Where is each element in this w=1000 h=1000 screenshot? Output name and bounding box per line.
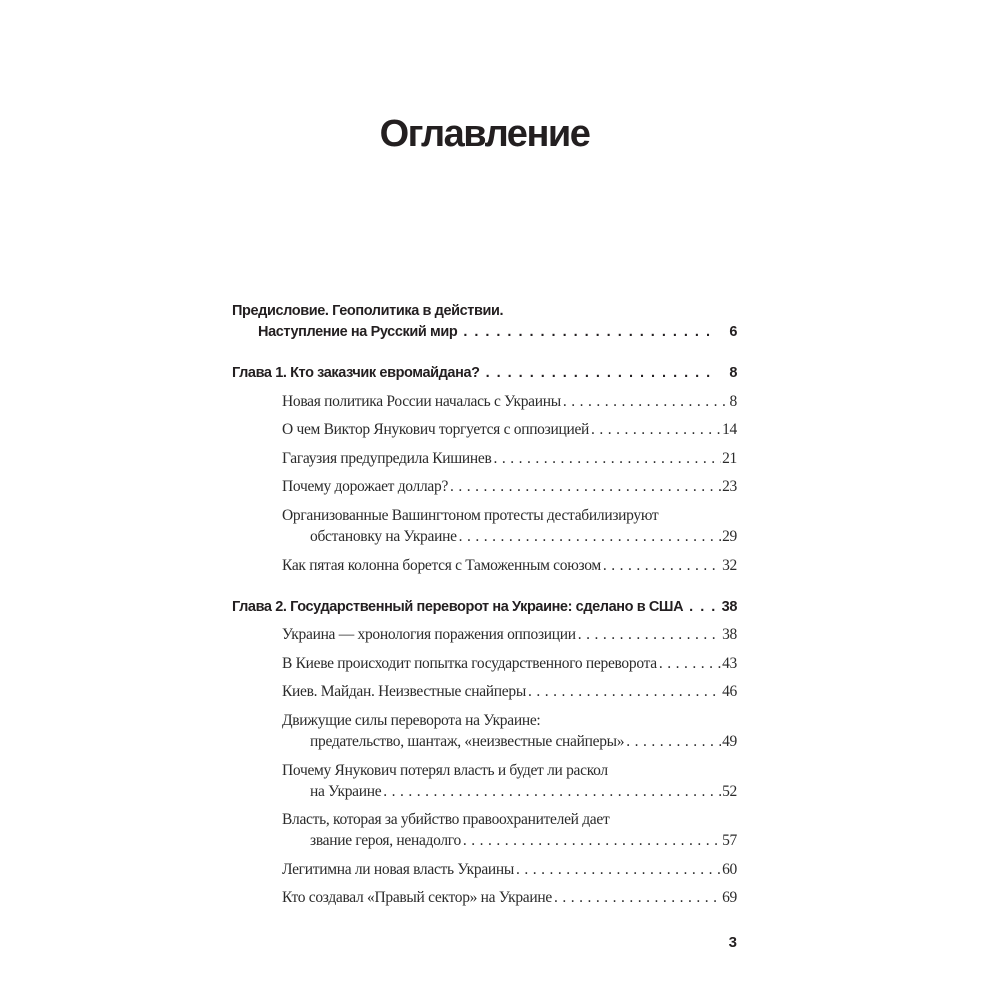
toc-entry-page-number: 43: [722, 654, 737, 672]
toc-leader-dots: [486, 362, 716, 384]
toc-entry-label: Глава 1. Кто заказчик евромайдана?: [232, 365, 480, 381]
toc-entry-page-number: 32: [722, 556, 737, 574]
toc-leader-dots: [516, 859, 721, 881]
toc-leader-dots: [463, 321, 716, 343]
toc-entry-page-number: 38: [721, 598, 737, 615]
toc-row: [232, 710, 737, 732]
toc-entry-page-number: 23: [722, 478, 737, 496]
toc-row: [232, 391, 737, 413]
table-of-contents: [232, 300, 737, 909]
toc-leader-dots: [450, 476, 721, 498]
toc-row: [232, 448, 737, 470]
toc-entry-label: Глава 2. Государственный переворот на Украине: сделано в США: [232, 598, 684, 615]
toc-entry-page-number: 14: [722, 421, 737, 439]
toc-entry-label: Киев. Майдан. Неизвестные снайперы: [282, 683, 526, 701]
toc-entry-page-number: 8: [729, 365, 737, 381]
toc-entry-label: Гагаузия предупредила Кишинев: [282, 449, 492, 467]
page-title: Оглавление: [379, 113, 590, 155]
toc-row: [232, 624, 737, 646]
toc-entry-label: звание героя, ненадолго: [310, 832, 461, 850]
toc-entry-label: Организованные Вашингтоном протесты дестабилизируют: [282, 506, 659, 524]
page-content-column: [232, 0, 737, 954]
toc-entry-label: Легитимна ли новая власть Украины: [282, 860, 515, 878]
toc-leader-dots: [459, 526, 721, 548]
toc-row: [232, 653, 737, 675]
toc-entry-page-number: 52: [722, 782, 737, 800]
toc-row: [232, 362, 737, 384]
toc-entry-page-number: 6: [729, 324, 737, 340]
toc-leader-dots: [554, 887, 721, 909]
toc-entry-label: Предисловие. Геополитика в действии.: [232, 303, 504, 319]
folio-page-number: 3: [728, 934, 737, 952]
toc-entry-label: Наступление на Русский мир: [258, 324, 458, 340]
toc-row: [232, 419, 737, 441]
toc-leader-dots: [626, 731, 721, 753]
toc-entry-page-number: 29: [722, 527, 737, 545]
toc-leader-dots: [528, 681, 721, 703]
toc-row: [232, 505, 737, 527]
toc-entry-page-number: 49: [722, 732, 737, 750]
toc-entry-page-number: 46: [722, 683, 737, 701]
toc-entry-page-number: 8: [729, 392, 737, 410]
toc-entry-label: Как пятая колонна борется с Таможенным союзом: [282, 556, 601, 574]
toc-row: [232, 760, 737, 782]
toc-leader-dots: [383, 781, 721, 803]
toc-entry-label: В Киеве происходит попытка государственного переворота: [282, 654, 657, 672]
toc-entry-label: на Украине: [310, 782, 382, 800]
toc-leader-dots: [578, 624, 721, 646]
toc-leader-dots: [463, 830, 721, 852]
toc-leader-dots: [563, 391, 729, 413]
toc-entry-label: Движущие силы переворота на Украине:: [282, 711, 541, 729]
toc-leader-dots: [493, 448, 721, 470]
toc-row: [232, 526, 737, 548]
toc-row: [232, 859, 737, 881]
toc-entry-label: Почему дорожает доллар?: [282, 478, 449, 496]
toc-entry-label: Украина — хронология поражения оппозиции: [282, 626, 576, 644]
toc-entry-label: Новая политика России началась с Украины: [282, 392, 561, 410]
toc-row: [232, 809, 737, 831]
toc-leader-dots: [689, 596, 714, 618]
toc-entry-label: Кто создавал «Правый сектор» на Украине: [282, 889, 552, 907]
toc-row: [232, 300, 737, 322]
toc-row: [232, 781, 737, 803]
toc-entry-label: Власть, которая за убийство правоохранителей дает: [282, 811, 610, 829]
toc-entry-label: О чем Виктор Янукович торгуется с оппозицией: [282, 421, 590, 439]
toc-entry-label: Почему Янукович потерял власть и будет ли раскол: [282, 761, 608, 779]
toc-leader-dots: [603, 555, 721, 577]
toc-row: [232, 887, 737, 909]
toc-entry-page-number: 21: [722, 449, 737, 467]
toc-row: [232, 321, 737, 343]
toc-row: [232, 476, 737, 498]
toc-row: [232, 731, 737, 753]
toc-entry-page-number: 69: [722, 889, 737, 907]
toc-entry-label: обстановку на Украине: [310, 527, 457, 545]
toc-entry-page-number: 57: [722, 832, 737, 850]
toc-row: [232, 555, 737, 577]
toc-entry-label: предательство, шантаж, «неизвестные снайперы»: [310, 732, 625, 750]
toc-row: [232, 681, 737, 703]
toc-entry-page-number: 60: [722, 860, 737, 878]
toc-leader-dots: [591, 419, 721, 441]
toc-leader-dots: [659, 653, 721, 675]
toc-row: [232, 596, 737, 618]
toc-row: [232, 830, 737, 852]
toc-entry-page-number: 38: [722, 626, 737, 644]
